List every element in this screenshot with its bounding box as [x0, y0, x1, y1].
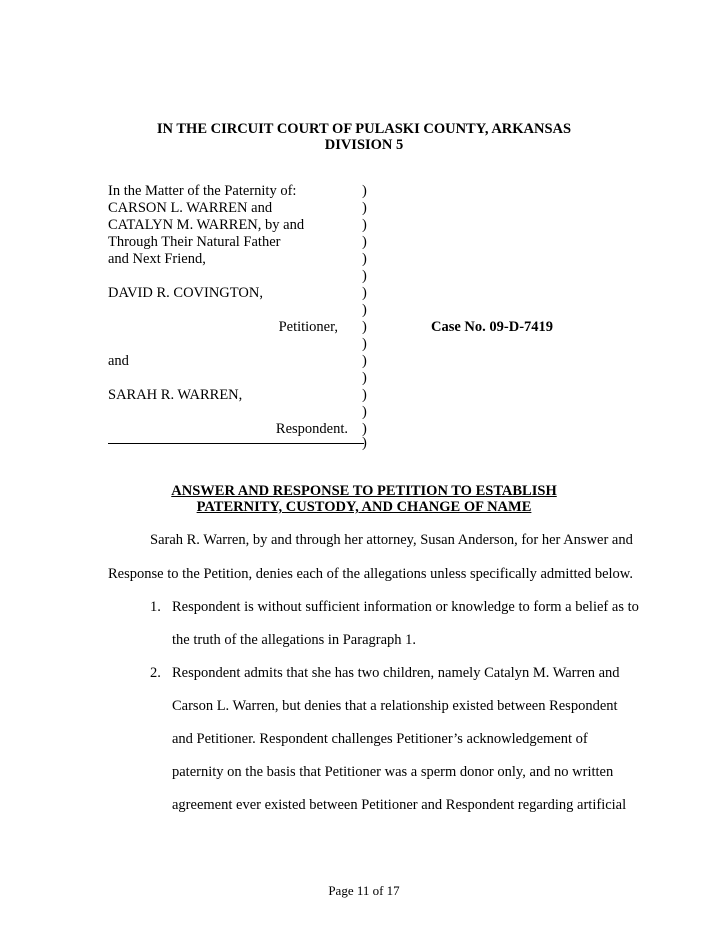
document-heading-text: PATERNITY, CUSTODY, AND CHANGE OF NAME [196, 499, 532, 515]
caption-paren: ) [362, 387, 367, 403]
document-heading-line1 [0, 483, 728, 499]
caption-paren: ) [362, 404, 367, 420]
caption-paren: ) [362, 251, 367, 267]
caption-paren: ) [362, 268, 367, 284]
caption-paren: ) [362, 336, 367, 352]
caption-role-respondent: Respondent. [275, 421, 348, 437]
caption-paren: ) [362, 421, 367, 437]
caption-paren: ) [362, 234, 367, 250]
item-number: 1. [150, 599, 161, 615]
caption-line: In the Matter of the Paternity of: [108, 183, 297, 199]
caption-paren: ) [362, 217, 367, 233]
caption-line: CARSON L. WARREN and [108, 200, 273, 216]
item-line: paternity on the basis that Petitioner was a sperm donor only, and no written [172, 764, 614, 780]
court-division: DIVISION 5 [324, 137, 404, 153]
caption-and: and [108, 353, 129, 369]
page-number: Page 11 of 17 [328, 883, 400, 898]
item-line: and Petitioner. Respondent challenges Petitioner’s acknowledgement of [172, 731, 588, 747]
caption-paren: ) [362, 353, 367, 369]
court-title: IN THE CIRCUIT COURT OF PULASKI COUNTY, ARKANSAS [156, 121, 572, 137]
case-number: Case No. 09-D-7419 [431, 319, 554, 335]
caption-party-petitioner: DAVID R. COVINGTON, [108, 285, 263, 301]
caption-line: and Next Friend, [108, 251, 206, 267]
caption-line: CATALYN M. WARREN, by and [108, 217, 305, 233]
caption-rule [108, 443, 364, 444]
caption-paren: ) [362, 319, 367, 335]
item-line: the truth of the allegations in Paragraph 1. [172, 632, 417, 648]
caption-paren: ) [362, 200, 367, 216]
document-heading-text: ANSWER AND RESPONSE TO PETITION TO ESTABLISH [171, 483, 557, 499]
item-line: Carson L. Warren, but denies that a relationship existed between Respondent [172, 698, 618, 714]
item-line: Respondent admits that she has two children, namely Catalyn M. Warren and [172, 665, 620, 681]
intro-line: Sarah R. Warren, by and through her attorney, Susan Anderson, for her Answer and [150, 532, 633, 548]
document-heading-line2 [0, 499, 728, 515]
intro-line: Response to the Petition, denies each of the allegations unless specifically admitted below. [108, 566, 633, 582]
item-line: Respondent is without sufficient information or knowledge to form a belief as to [172, 599, 639, 615]
caption-paren: ) [362, 370, 367, 386]
caption-role-petitioner: Petitioner, [278, 319, 338, 335]
caption-paren: ) [362, 285, 367, 301]
caption-paren: ) [362, 183, 367, 199]
item-line: agreement ever existed between Petitioner and Respondent regarding artificial [172, 797, 627, 813]
caption-line: Through Their Natural Father [108, 234, 281, 250]
caption-paren: ) [362, 435, 367, 451]
caption-paren: ) [362, 302, 367, 318]
item-number: 2. [150, 665, 161, 681]
caption-party-respondent: SARAH R. WARREN, [108, 387, 243, 403]
